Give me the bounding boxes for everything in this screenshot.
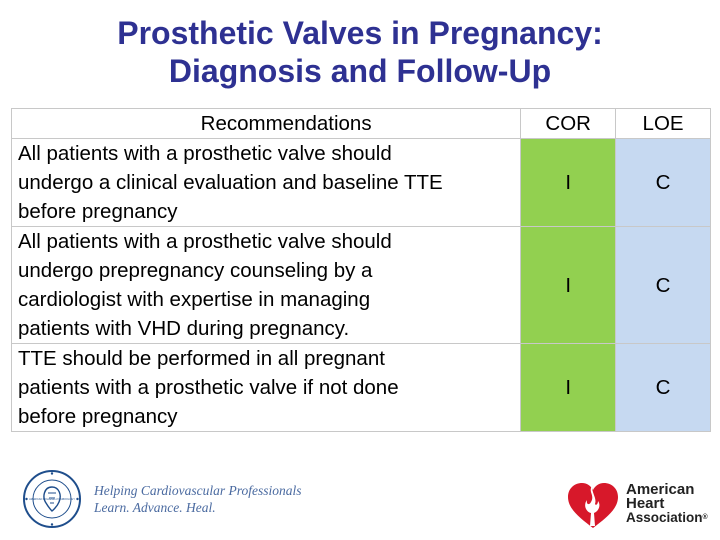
aha-logo bbox=[562, 476, 708, 532]
loe-cell: C bbox=[616, 227, 711, 344]
recommendation-line: patients with a prosthetic valve if not done bbox=[18, 376, 399, 399]
header-cor: COR bbox=[521, 109, 616, 139]
aha-line-1: American bbox=[626, 481, 695, 498]
recommendation-line: All patients with a prosthetic valve should bbox=[18, 230, 392, 253]
loe-cell: C bbox=[616, 344, 711, 432]
acc-logo bbox=[22, 466, 302, 532]
title-line-2: Diagnosis and Follow-Up bbox=[168, 53, 552, 89]
recommendation-line: undergo prepregnancy counseling by a bbox=[18, 259, 373, 282]
aha-line-3: Association bbox=[626, 510, 703, 525]
title-line-1: Prosthetic Valves in Pregnancy: bbox=[117, 15, 603, 51]
recommendation-line: before pregnancy bbox=[18, 405, 178, 428]
table-header-row bbox=[12, 109, 711, 139]
recommendations-table bbox=[11, 108, 711, 432]
aha-trademark: ® bbox=[702, 514, 708, 521]
aha-line-2: Heart bbox=[626, 495, 665, 512]
heart-torch-icon bbox=[562, 476, 624, 532]
acc-tagline-line-2: Learn. Advance. Heal. bbox=[94, 500, 216, 515]
slide-title bbox=[0, 14, 720, 90]
table-row bbox=[12, 344, 711, 432]
table-row bbox=[12, 227, 711, 344]
recommendation-line: patients with VHD during pregnancy. bbox=[18, 317, 350, 340]
acc-seal-text: AMERICAN COLLEGE of CARDIOLOGY bbox=[29, 498, 75, 501]
header-loe: LOE bbox=[616, 109, 711, 139]
loe-cell: C bbox=[616, 139, 711, 227]
cor-cell: I bbox=[521, 344, 616, 432]
recommendation-line: cardiologist with expertise in managing bbox=[18, 288, 371, 311]
acc-tagline bbox=[94, 482, 302, 516]
header-recommendations: Recommendations bbox=[12, 109, 521, 139]
recommendation-text bbox=[12, 227, 521, 344]
recommendation-text bbox=[12, 344, 521, 432]
cor-cell: I bbox=[521, 139, 616, 227]
recommendation-line: undergo a clinical evaluation and baseline TTE bbox=[18, 171, 443, 194]
recommendation-line: All patients with a prosthetic valve should bbox=[18, 142, 392, 165]
recommendation-line: TTE should be performed in all pregnant bbox=[18, 347, 385, 370]
aha-wordmark bbox=[626, 483, 708, 525]
recommendation-text bbox=[12, 139, 521, 227]
acc-seal-icon bbox=[22, 469, 82, 529]
table-row bbox=[12, 139, 711, 227]
acc-tagline-line-1: Helping Cardiovascular Professionals bbox=[94, 483, 302, 498]
cor-cell: I bbox=[521, 227, 616, 344]
recommendation-line: before pregnancy bbox=[18, 200, 178, 223]
